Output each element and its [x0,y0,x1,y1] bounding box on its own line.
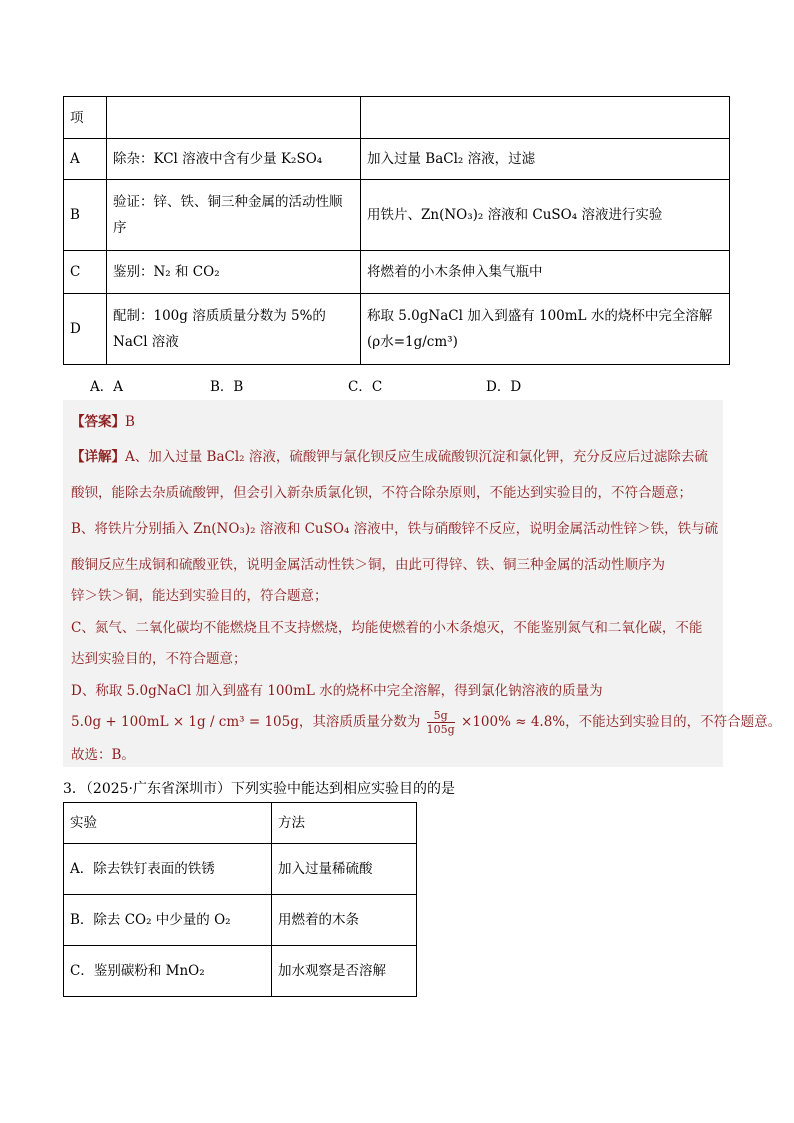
detail-line: 【详解】A、加入过量 BaCl₂ 溶液，硫酸钾与氯化钡反应生成硫酸钡沉淀和氯化钾，充分反应后过滤除去硫 [71,449,708,465]
table-row: B．除去 CO₂ 中少量的 O₂ 用燃着的木条 [64,895,417,946]
goal-cell: 除杂：KCl 溶液中含有少量 K₂SO₄ [107,139,361,180]
answer-label: 【答案】 [71,414,125,430]
detail-line: 锌＞铁＞铜，能达到实验目的，符合题意； [71,588,328,604]
option-c: C．C [348,379,383,395]
question-3-title: 3．（2025·广东省深圳市）下列实验中能达到相应实验目的的是 [63,781,455,797]
table-row: A．除去铁钉表面的铁锈 加入过量稀硫酸 [64,844,417,895]
table-header-cell [361,97,730,139]
answer-line [71,410,135,430]
option-a: A．A [90,379,123,395]
option-cell: D [64,294,107,365]
table-row [64,180,730,251]
method-cell: 将燃着的小木条伸入集气瓶中 [361,251,730,294]
solution-box [63,400,782,767]
detail-line: 酸铜反应生成铜和硫酸亚铁，说明金属活动性铁＞铜，由此可得锌、铁、铜三种金属的活动性顺序为 [71,557,665,573]
table-row [64,251,730,294]
table-header-cell: 项 [64,97,107,139]
table-header-cell [107,97,361,139]
goal-cell: 配制：100g 溶质质量分数为 5%的 NaCl 溶液 [107,294,361,365]
option-cell: A [64,139,107,180]
detail-line: 酸钡，能除去杂质硫酸钾，但会引入新杂质氯化钡，不符合除杂原则，不能达到实验目的，不符合题意； [71,485,692,501]
experiment-table [63,96,730,365]
conclusion-line: 故选：B。 [71,747,135,763]
table-header-cell: 方法 [272,803,417,844]
formula-line: 5.0g + 100mL × 1g / cm³ = 105g，其溶质质量分数为 $\frac{5g}{105g}$ ×100% ≈ 4.8%，不能达到实验目的，不符合题意。 [71,709,782,736]
method-cell: 用铁片、Zn(NO₃)₂ 溶液和 CuSO₄ 溶液进行实验 [361,180,730,251]
table-header-cell: 实验 [64,803,272,844]
goal-cell: 验证：锌、铁、铜三种金属的活动性顺序 [107,180,361,251]
answer-options [90,375,730,397]
goal-cell: 鉴别：N₂ 和 CO₂ [107,251,361,294]
method-cell: 称取 5.0gNaCl 加入到盛有 100mL 水的烧杯中完全溶解(ρ水=1g/cm³) [361,294,730,365]
option-b: B．B [210,379,244,395]
option-d: D．D [486,379,522,395]
table-row: C．鉴别碳粉和 MnO₂ 加水观察是否溶解 [64,946,417,997]
detail-line: D、称取 5.0gNaCl 加入到盛有 100mL 水的烧杯中完全溶解，得到氯化钠溶液的质量为 [71,683,603,699]
method-cell: 加入过量 BaCl₂ 溶液，过滤 [361,139,730,180]
detail-line: 达到实验目的，不符合题意； [71,651,247,667]
fraction: $\frac{5g}{105g}$ [426,709,455,736]
table-row [64,294,730,365]
detail-line: C、氮气、二氧化碳均不能燃烧且不支持燃烧，均能使燃着的小木条熄灭，不能鉴别氮气和二氧化碳，不能 [71,620,703,636]
option-cell: B [64,180,107,251]
question-3-table [63,802,417,997]
detail-line: B、将铁片分别插入 Zn(NO₃)₂ 溶液和 CuSO₄ 溶液中，铁与硝酸锌不反应，说明金属活动性锌＞铁，铁与硫 [71,521,719,537]
answer-value: B [125,414,135,430]
option-cell: C [64,251,107,294]
table-row [64,139,730,180]
detail-label: 【详解】 [71,449,125,465]
